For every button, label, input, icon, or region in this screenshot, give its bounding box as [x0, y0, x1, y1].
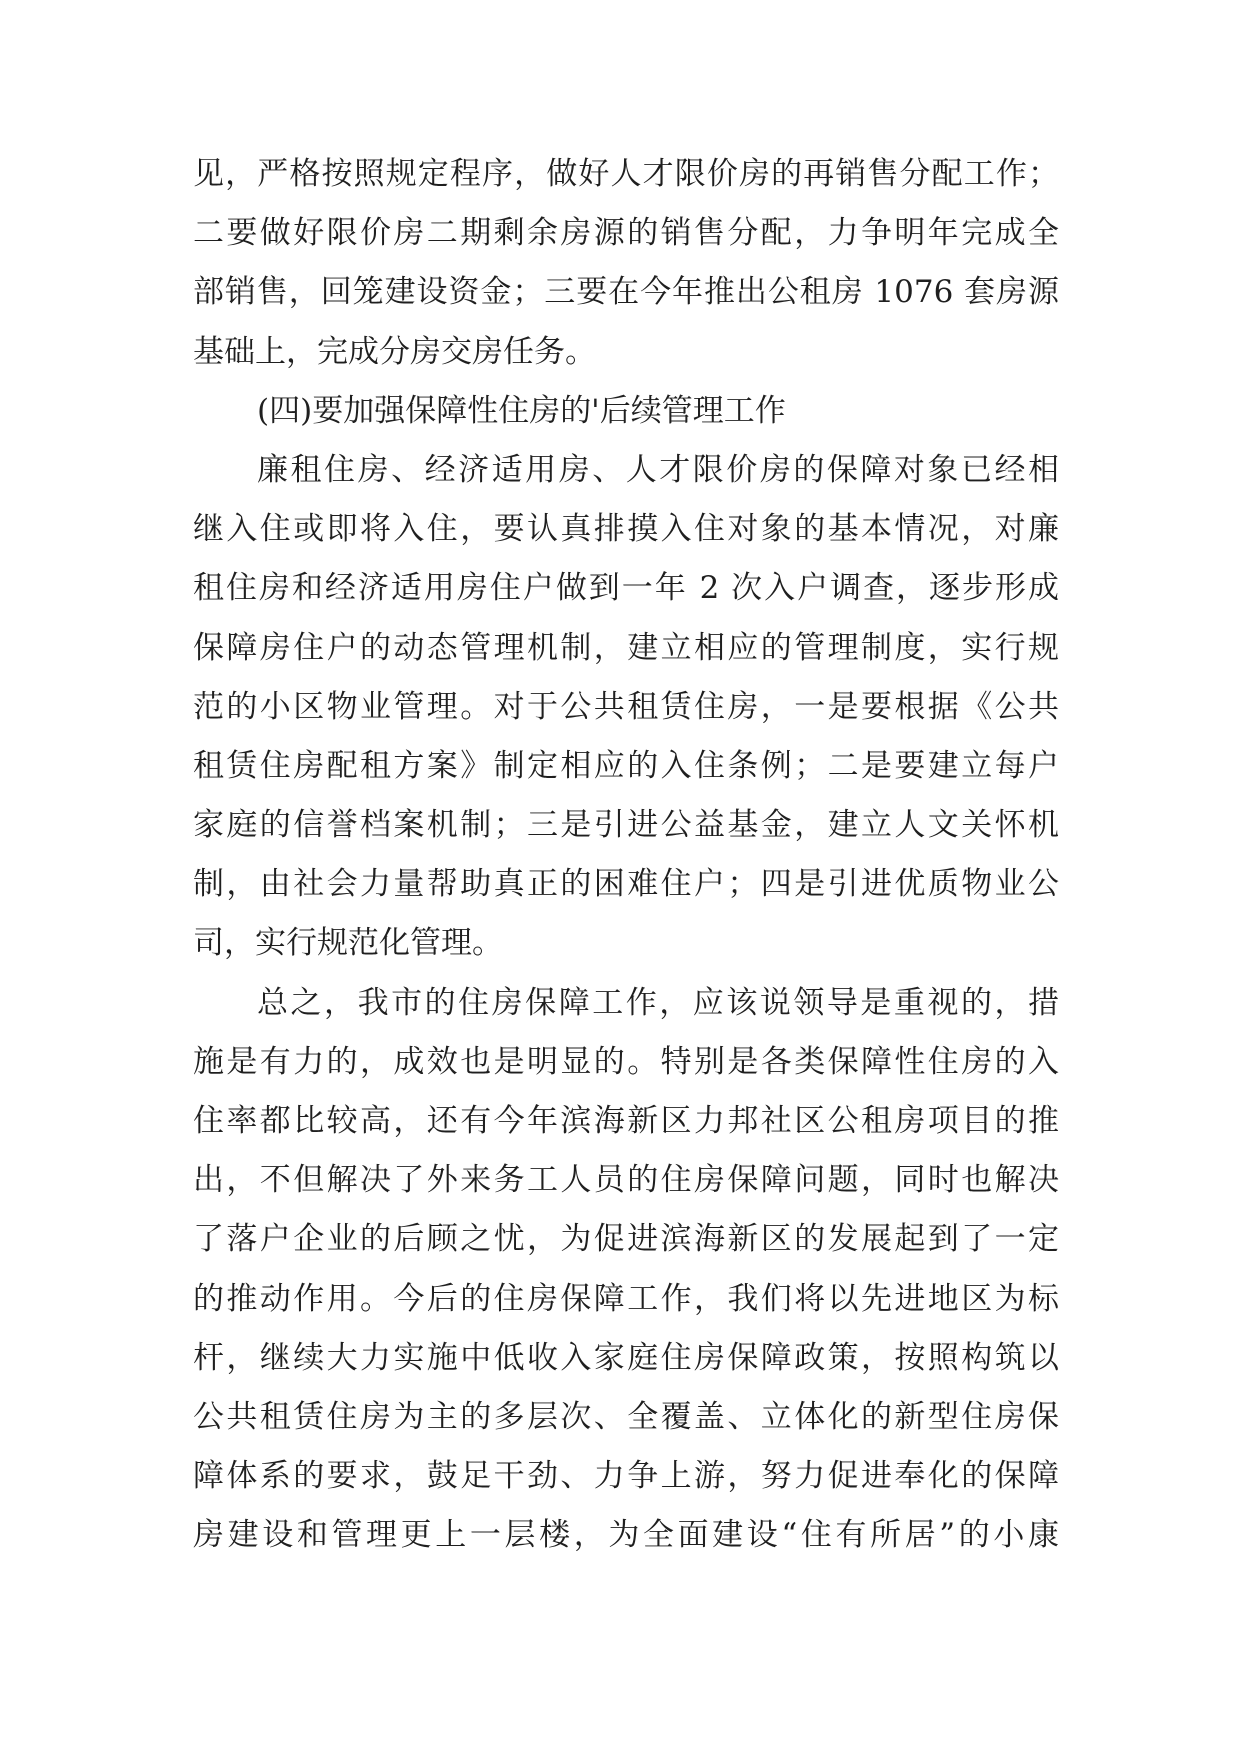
text-line: 司，实行规范化管理。: [193, 925, 503, 962]
text-line: 施是有力的，成效也是明显的。特别是各类保障性住房的入: [193, 1043, 1059, 1080]
text-line: 范的小区物业管理。对于公共租赁住房，一是要根据《公共: [193, 688, 1059, 725]
text-line: 部销售，回笼建设资金；三要在今年推出公租房 1076 套房源: [193, 274, 1059, 311]
text-line: 障体系的要求，鼓足干劲、力争上游，努力促进奉化的保障: [193, 1458, 1059, 1495]
text-line: 的推动作用。今后的住房保障工作，我们将以先进地区为标: [193, 1280, 1059, 1317]
text-line: 出，不但解决了外来务工人员的住房保障问题，同时也解决: [193, 1162, 1059, 1199]
text-line: 公共租赁住房为主的多层次、全覆盖、立体化的新型住房保: [193, 1398, 1059, 1435]
text-line: 继入住或即将入住，要认真排摸入住对象的基本情况，对廉: [193, 511, 1059, 548]
text-line: 房建设和管理更上一层楼，为全面建设“住有所居”的小康: [193, 1517, 1059, 1554]
text-line: (四)要加强保障性住房的'后续管理工作: [257, 392, 786, 429]
text-line: 保障房住户的动态管理机制，建立相应的管理制度，实行规: [193, 629, 1059, 666]
text-line: 廉租住房、经济适用房、人才限价房的保障对象已经相: [257, 451, 1059, 488]
text-line: 住率都比较高，还有今年滨海新区力邦社区公租房项目的推: [193, 1103, 1059, 1139]
text-line: 租赁住房配租方案》制定相应的入住条例；二是要建立每户: [193, 747, 1059, 784]
text-line: 租住房和经济适用房住户做到一年 2 次入户调查，逐步形成: [193, 570, 1059, 607]
paragraph: [193, 441, 1059, 974]
document-body: [193, 145, 1059, 1566]
text-line: 总之，我市的住房保障工作，应该说领导是重视的，措: [257, 984, 1059, 1021]
text-line: 基础上，完成分房交房任务。: [193, 333, 596, 370]
paragraph: [193, 382, 1059, 441]
paragraph: [193, 145, 1059, 382]
text-line: 见，严格按照规定程序，做好人才限价房的再销售分配工作；: [193, 156, 1059, 192]
text-line: 了落户企业的后顾之忧，为促进滨海新区的发展起到了一定: [193, 1221, 1059, 1258]
text-line: 二要做好限价房二期剩余房源的销售分配，力争明年完成全: [193, 215, 1059, 252]
text-line: 家庭的信誉档案机制；三是引进公益基金，建立人文关怀机: [193, 807, 1059, 844]
text-line: 制，由社会力量帮助真正的困难住户；四是引进优质物业公: [193, 866, 1059, 903]
text-line: 杆，继续大力实施中低收入家庭住房保障政策，按照构筑以: [193, 1339, 1059, 1376]
paragraph: [193, 974, 1059, 1566]
